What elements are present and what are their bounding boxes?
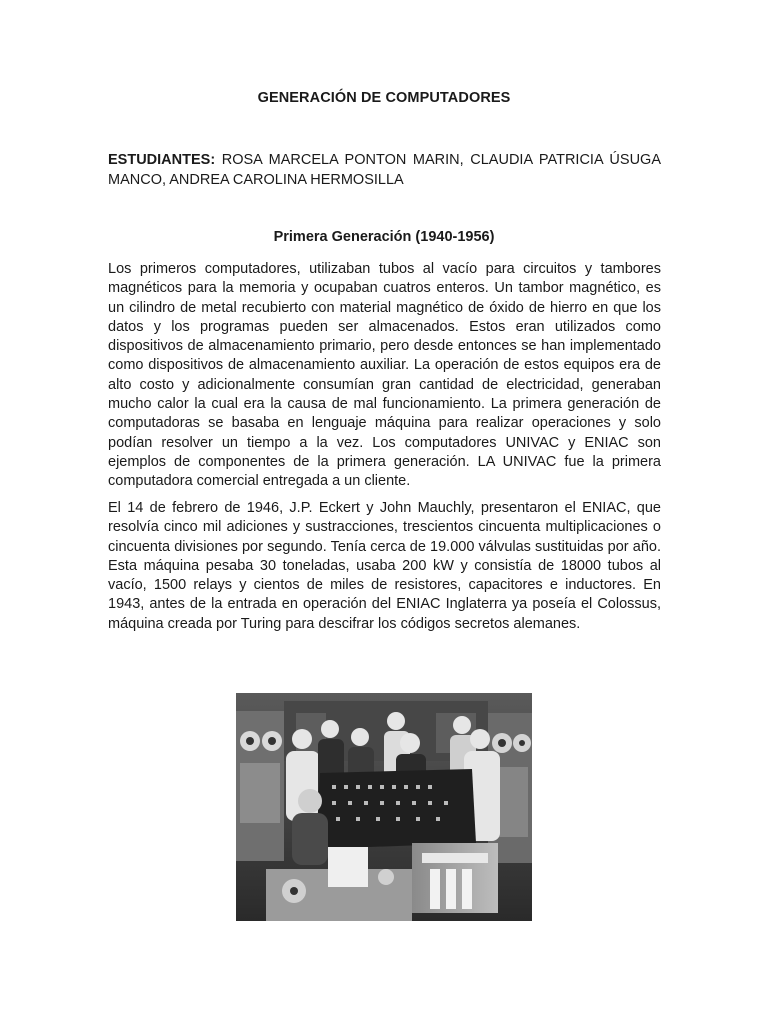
students-names: ROSA MARCELA PONTON MARIN, CLAUDIA PATRICIA ÚSUGA MANCO, ANDREA CAROLINA HERMOSILLA: [108, 152, 661, 188]
students-label: ESTUDIANTES:: [108, 152, 216, 168]
section-title: Primera Generación (1940-1956): [273, 229, 495, 245]
paragraph-2: El 14 de febrero de 1946, J.P. Eckert y John Mauchly, presentaron el ENIAC, que resolvía cinco mil adiciones y sustracciones, trescientos cincuenta multiplicaciones o cincuenta divisiones por segundo. Tenía cerca de 19.000 válvulas sustituidas por año. Esta máquina pesaba 30 toneladas, usaba 200 kW y consistía de 18000 tubos al vacío, 1500 relays y cientos de miles de resistores, capacitores e inductores. En 1943, antes de la entrada en operación del ENIAC Inglaterra ya poseía el Colossus, máquina creada por Turing para descifrar los códigos secretos alemanes.: [108, 500, 661, 632]
computer-room-photo: [236, 693, 532, 921]
document-title: GENERACIÓN DE COMPUTADORES: [257, 90, 511, 106]
paragraph-1: Los primeros computadores, utilizaban tubos al vacío para circuitos y tambores magnéticos para la memoria y ocupaban cuatros enteros. Un tambor magnético, es un cilindro de metal recubierto con material magnético de óxido de hierro en que los datos y los programas pueden ser almacenados. Estos eran utilizados como dispositivos de almacenamiento primario, pero desde entonces se han implementado como dispositivos de almacenamiento auxiliar. La operación de estos equipos era de alto costo y adicionalmente consumían gran cantidad de electricidad, generaban mucho calor la cual era la causa de mal funcionamiento. La primera generación de computadoras se basaba en lenguaje máquina para realizar operaciones y solo podían resolver un tiempo a la vez. Los computadores UNIVAC y ENIAC son ejemplos de componentes de la primera generación. LA UNIVAC fue la primera computadora comercial entregada a un cliente.: [108, 261, 661, 490]
students-line: [108, 150, 661, 190]
